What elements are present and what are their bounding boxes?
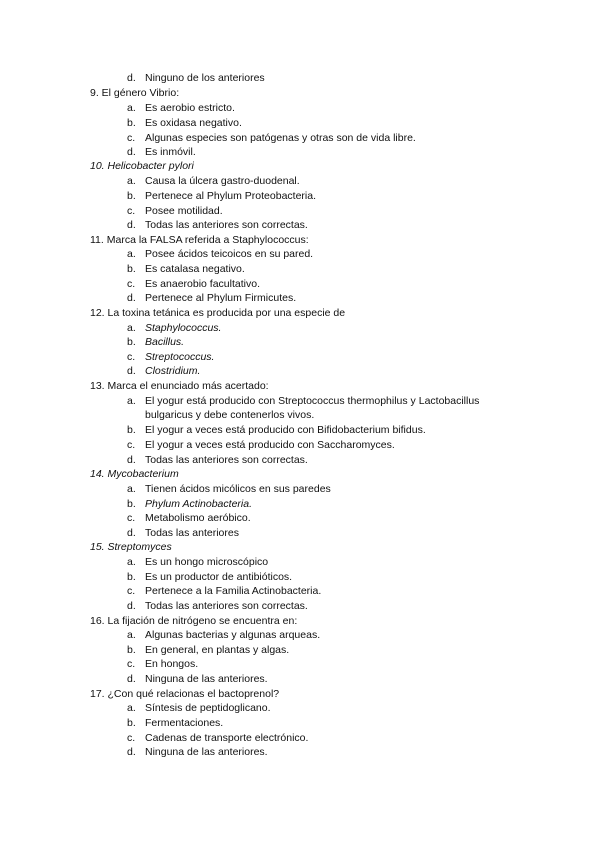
option-text: Pertenece a la Familia Actinobacteria. <box>145 585 322 597</box>
option-letter: d. <box>127 219 136 231</box>
question-15 <box>90 541 172 554</box>
option-letter: a. <box>127 556 136 568</box>
option-text: Algunas especies son patógenas y otras son de vida libre. <box>145 132 416 144</box>
option-text: Posee motilidad. <box>145 205 223 217</box>
option-letter: a. <box>127 175 136 187</box>
question-16: 16. La fijación de nitrógeno se encuentra en: <box>90 615 298 627</box>
question-text: 10. Helicobacter pylori <box>90 160 194 172</box>
option-text: Ninguno de los anteriores <box>145 72 265 84</box>
option-line <box>127 571 292 584</box>
question-text: 15. Streptomyces <box>90 541 172 553</box>
option-continuation: bulgaricus y debe contenerlos vivos. <box>145 409 315 421</box>
option-line <box>127 278 260 291</box>
option-text: El yogur a veces está producido con Bifidobacterium bifidus. <box>145 424 426 436</box>
option-text: El yogur a veces está producido con Saccharomyces. <box>145 439 395 451</box>
option-text: El yogur está producido con Streptococcus thermophilus y Lactobacillus <box>145 395 480 407</box>
option-letter: d. <box>127 454 136 466</box>
question-12: 12. La toxina tetánica es producida por una especie de <box>90 307 346 319</box>
option-letter: b. <box>127 336 136 348</box>
option-line <box>127 102 235 115</box>
option-letter: d. <box>127 365 136 377</box>
option-line <box>127 190 316 203</box>
option-letter: a. <box>127 102 136 114</box>
option-line <box>127 585 321 598</box>
option-line <box>127 732 308 745</box>
option-letter: c. <box>127 585 136 597</box>
question-10 <box>90 160 194 173</box>
option-text: En general, en plantas y algas. <box>145 644 290 656</box>
option-letter: a. <box>127 629 136 641</box>
question-text: 14. Mycobacterium <box>90 468 179 480</box>
option-line <box>127 424 426 437</box>
option-text: Phylum Actinobacteria. <box>145 498 252 510</box>
question-9: 9. El género Vibrio: <box>90 87 180 99</box>
option-text: Es anaerobio facultativo. <box>145 278 260 290</box>
option-text: Ninguna de las anteriores. <box>145 746 268 758</box>
question-17: 17. ¿Con qué relacionas el bactoprenol? <box>90 688 280 700</box>
option-line <box>127 717 223 730</box>
option-text: Es catalasa negativo. <box>145 263 245 275</box>
option-letter: c. <box>127 205 136 217</box>
option-text: En hongos. <box>145 658 199 670</box>
option-letter: d. <box>127 72 136 84</box>
option-letter: d. <box>127 673 136 685</box>
option-line <box>127 702 271 715</box>
option-text: Es un hongo microscópico <box>145 556 269 568</box>
option-text: Bacillus. <box>145 336 185 348</box>
question-14 <box>90 468 179 481</box>
option-text: Todas las anteriores <box>145 527 239 539</box>
option-line <box>127 556 268 569</box>
option-text: Staphylococcus. <box>145 322 222 334</box>
option-text: Ninguna de las anteriores. <box>145 673 268 685</box>
option-line <box>127 205 223 218</box>
option-letter: b. <box>127 117 136 129</box>
option-line <box>127 175 300 188</box>
option-text: Algunas bacterias y algunas arqueas. <box>145 629 321 641</box>
option-line <box>127 644 289 657</box>
option-line <box>127 483 331 496</box>
option-line <box>127 322 221 335</box>
question-11: 11. Marca la FALSA referida a Staphylococcus: <box>90 234 309 246</box>
option-letter: a. <box>127 322 136 334</box>
option-line <box>127 365 200 378</box>
option-letter: c. <box>127 512 136 524</box>
option-line <box>127 219 308 232</box>
option-text: Streptococcus. <box>145 351 215 363</box>
option-letter: a. <box>127 483 136 495</box>
option-letter: b. <box>127 424 136 436</box>
option-letter: a. <box>127 395 136 407</box>
option-text: Es un productor de antibióticos. <box>145 571 293 583</box>
option-line <box>127 498 252 511</box>
option-text: Tienen ácidos micólicos en sus paredes <box>145 483 331 495</box>
option-text: Es inmóvil. <box>145 146 196 158</box>
option-letter: c. <box>127 132 136 144</box>
option-letter: a. <box>127 702 136 714</box>
option-line <box>127 117 242 130</box>
option-text: Pertenece al Phylum Proteobacteria. <box>145 190 317 202</box>
option-line <box>127 351 214 364</box>
option-line <box>127 673 268 686</box>
option-letter: c. <box>127 278 136 290</box>
option-letter: b. <box>127 190 136 202</box>
option-line <box>127 146 196 159</box>
option-line <box>127 527 239 540</box>
option-letter: d. <box>127 527 136 539</box>
option-line <box>127 395 479 408</box>
option-letter: c. <box>127 351 136 363</box>
option-line <box>127 72 265 85</box>
option-line <box>127 629 320 642</box>
option-text: Fermentaciones. <box>145 717 224 729</box>
option-text: Cadenas de transporte electrónico. <box>145 732 309 744</box>
option-line <box>127 439 395 452</box>
option-letter: d. <box>127 146 136 158</box>
option-letter: c. <box>127 658 136 670</box>
option-line <box>127 600 308 613</box>
option-text: Clostridium. <box>145 365 201 377</box>
option-line <box>127 454 308 467</box>
option-line <box>127 248 313 261</box>
option-line <box>127 512 251 525</box>
option-text: Todas las anteriores son correctas. <box>145 454 308 466</box>
option-letter: d. <box>127 600 136 612</box>
option-text: Todas las anteriores son correctas. <box>145 219 308 231</box>
option-text: Es aerobio estricto. <box>145 102 235 114</box>
option-text: Síntesis de peptidoglicano. <box>145 702 271 714</box>
option-line <box>127 336 184 349</box>
option-line <box>127 292 296 305</box>
option-text: Es oxidasa negativo. <box>145 117 242 129</box>
option-text: Metabolismo aeróbico. <box>145 512 251 524</box>
option-line <box>127 263 245 276</box>
option-text: Posee ácidos teicoicos en su pared. <box>145 248 314 260</box>
option-letter: b. <box>127 263 136 275</box>
option-letter: d. <box>127 292 136 304</box>
option-letter: b. <box>127 498 136 510</box>
option-text: Causa la úlcera gastro-duodenal. <box>145 175 300 187</box>
option-letter: b. <box>127 717 136 729</box>
option-letter: b. <box>127 644 136 656</box>
option-letter: b. <box>127 571 136 583</box>
option-letter: d. <box>127 746 136 758</box>
option-text: Todas las anteriores son correctas. <box>145 600 308 612</box>
option-letter: a. <box>127 248 136 260</box>
option-text: Pertenece al Phylum Firmicutes. <box>145 292 297 304</box>
option-line <box>127 132 416 145</box>
question-13: 13. Marca el enunciado más acertado: <box>90 380 269 392</box>
option-line <box>127 746 268 759</box>
option-line <box>127 658 198 671</box>
option-letter: c. <box>127 439 136 451</box>
option-letter: c. <box>127 732 136 744</box>
